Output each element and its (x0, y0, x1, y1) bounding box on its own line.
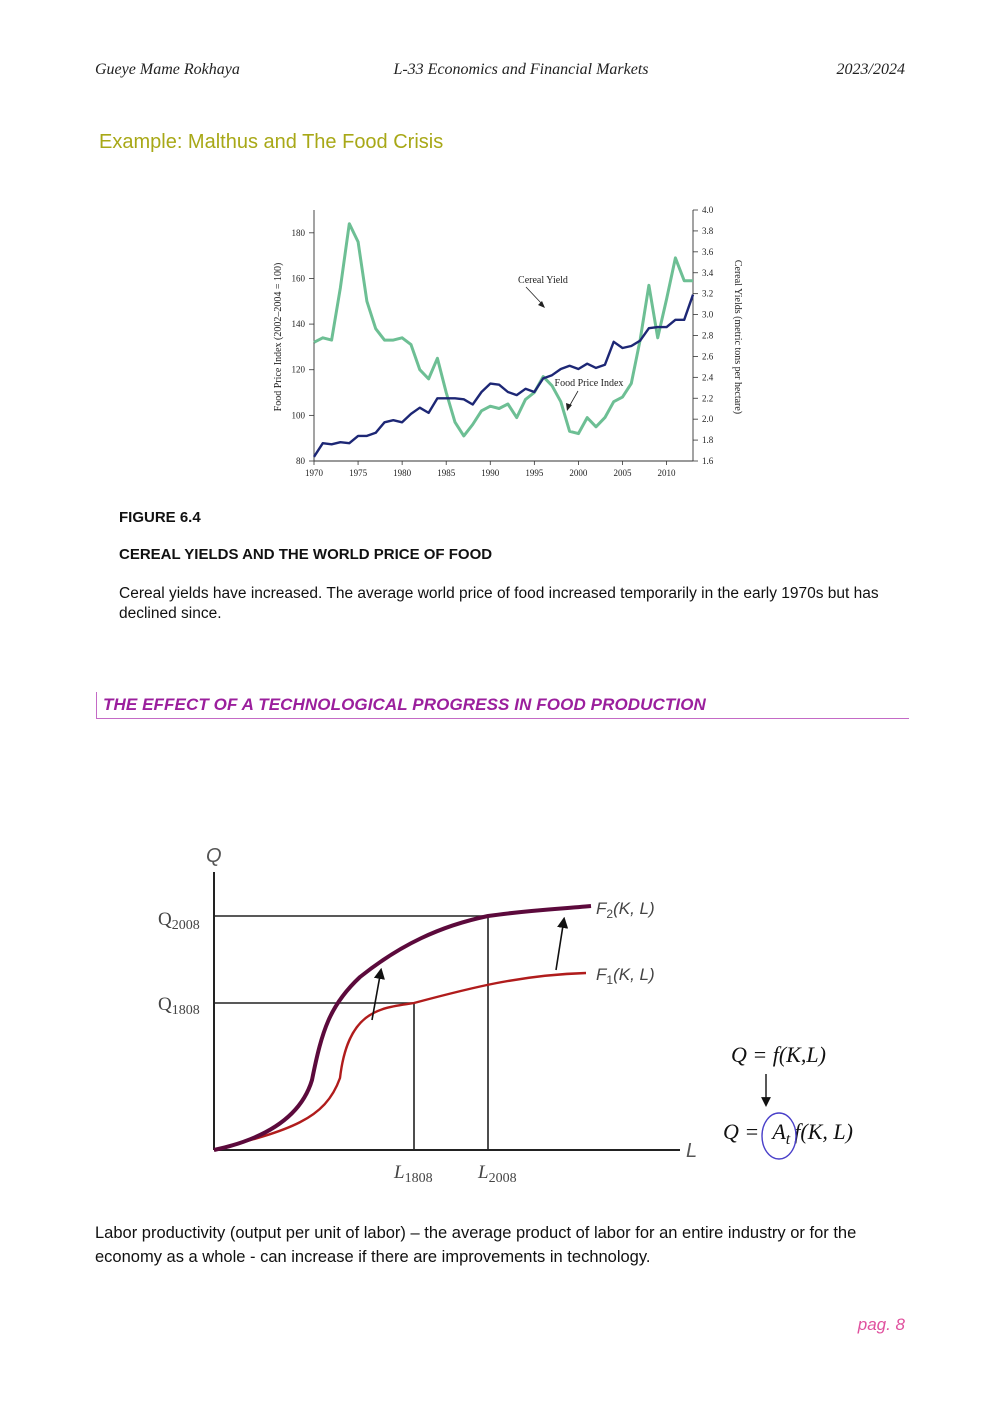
right-y-tick-label: 2.2 (702, 393, 714, 404)
series-food-price-index (314, 224, 693, 436)
figure-title: CEREAL YIELDS AND THE WORLD PRICE OF FOOD (119, 546, 493, 563)
right-y-tick-label: 2.4 (702, 372, 714, 383)
x-tick-label: 1975 (349, 468, 368, 478)
equation-production: Q = f(K,L) (731, 1042, 826, 1067)
left-y-tick-label: 100 (291, 410, 305, 421)
right-y-tick-label: 3.4 (702, 267, 714, 278)
section-heading (96, 692, 909, 719)
curve-f1 (214, 973, 586, 1150)
series-cereal-yield (314, 295, 693, 457)
right-y-tick-label: 3.8 (702, 225, 714, 236)
annotation-arrow-cereal (526, 287, 542, 304)
annotation-arrow-food (570, 391, 578, 405)
cereal-food-price-chart (0, 0, 1000, 500)
x-tick-label: 1990 (481, 468, 500, 478)
right-y-tick-label: 3.6 (702, 246, 714, 257)
x-tick-label: 1995 (525, 468, 544, 478)
page-number: pag. 8 (857, 1315, 905, 1334)
left-y-tick-label: 160 (291, 273, 305, 284)
q2008-label: $Q_{2008}$ (158, 909, 200, 933)
q-axis-label: Q (206, 845, 222, 867)
x-tick-label: 2010 (657, 468, 676, 478)
left-y-tick-label: 180 (291, 227, 305, 238)
header-year: 2023/2024 (836, 61, 905, 78)
annotation-cereal-yield: Cereal Yield (518, 275, 568, 286)
chart-axes (314, 210, 693, 461)
f2-label: $F_2(K$, L) (596, 899, 655, 921)
x-tick-label: 2005 (613, 468, 632, 478)
left-y-tick-label: 140 (291, 319, 305, 330)
section-heading-text: THE EFFECT OF A TECHNOLOGICAL PROGRESS IN FOOD PRODUCTION (103, 695, 706, 714)
x-tick-label: 1970 (305, 468, 323, 478)
f1-label: $F_1(K$, L) (596, 965, 655, 987)
right-y-tick-label: 3.2 (702, 288, 714, 299)
right-axis-label: Cereal Yields (metric tons per hectare) (732, 259, 743, 415)
header-author: Gueye Mame Rokhaya (95, 61, 240, 78)
right-y-tick-label: 2.0 (702, 414, 714, 425)
left-axis-label: Food Price Index (2002–2004 = 100) (273, 262, 284, 412)
x-tick-label: 1980 (393, 468, 412, 478)
example-title: Example: Malthus and The Food Crisis (99, 131, 444, 153)
right-y-tick-label: 4.0 (702, 205, 714, 215)
right-y-tick-label: 2.8 (702, 330, 714, 341)
shift-arrow-right (556, 919, 564, 970)
right-y-tick-label: 1.8 (702, 435, 714, 446)
annotation-arrowhead-food (566, 403, 572, 411)
body-paragraph: Labor productivity (output per unit of labor) – the average product of labor for an entire industry or for the economy as a whole - can increase if there are improvements in technology. (95, 1224, 857, 1266)
chart-series (314, 224, 693, 457)
right-y-tick-label: 3.0 (702, 309, 714, 320)
q1808-label: $Q_{1808}$ (158, 994, 200, 1018)
header-course: L-33 Economics and Financial Markets (393, 61, 649, 78)
right-y-tick-label: 2.6 (702, 351, 714, 362)
production-function-diagram (0, 830, 1000, 1230)
l2008-label: $L_{2008}$ (478, 1162, 517, 1186)
annotation-arrowhead-cereal (538, 301, 545, 308)
l1808-label: $L_{1808}$ (394, 1162, 433, 1186)
annotation-food-price-index: Food Price Index (554, 378, 624, 389)
equation-technology: $Q = A_t$ f(K, L) (723, 1119, 853, 1148)
left-y-tick-label: 80 (296, 456, 305, 466)
l-axis-label: L (686, 1140, 698, 1162)
figure-caption: Cereal yields have increased. The average world price of food increased temporarily in the early 1970s but has declined since. (119, 585, 879, 622)
x-tick-label: 2000 (569, 468, 588, 478)
left-y-tick-label: 120 (291, 364, 305, 375)
x-tick-label: 1985 (437, 468, 456, 478)
right-y-tick-label: 1.6 (702, 456, 714, 466)
figure-label: FIGURE 6.4 (119, 509, 201, 526)
curve-f2 (214, 906, 591, 1150)
